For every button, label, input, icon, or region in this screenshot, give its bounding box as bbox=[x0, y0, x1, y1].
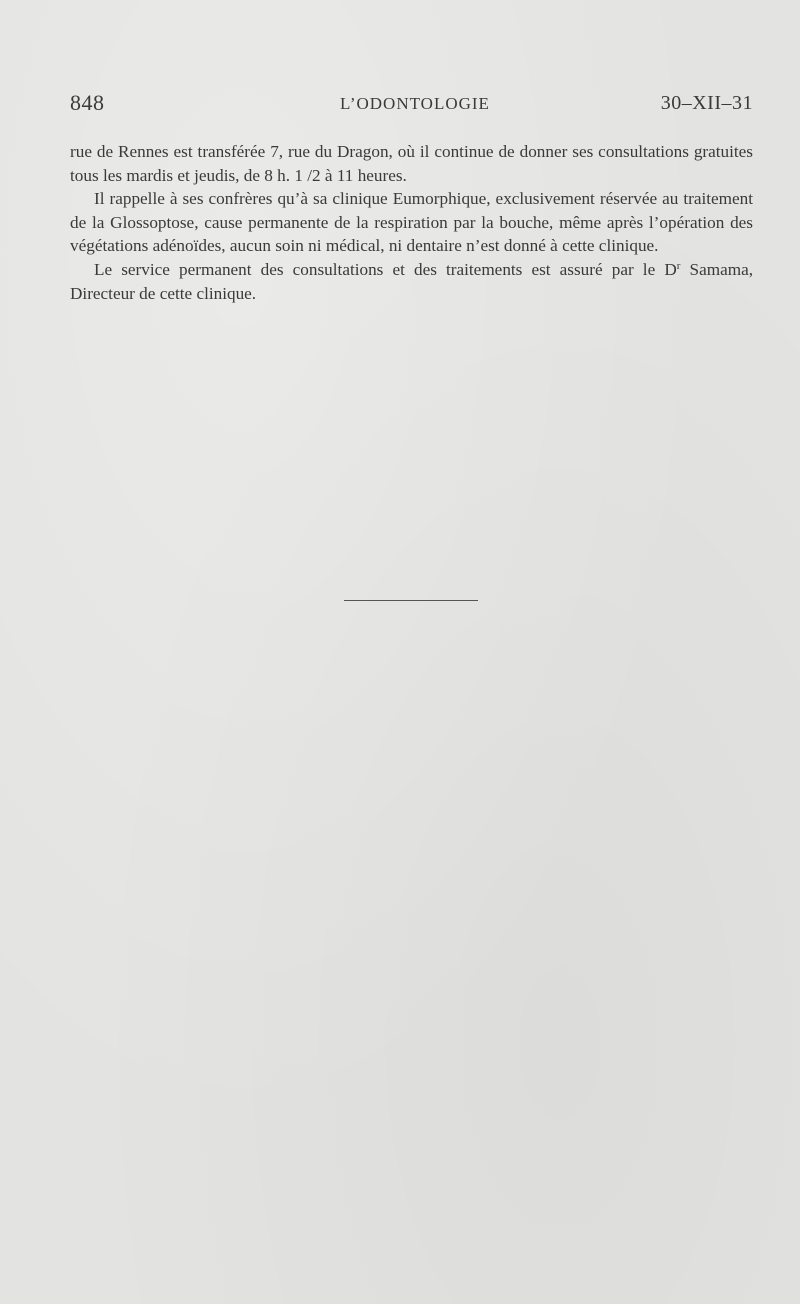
paragraph-3-start: Le service permanent des consultations et des traitements est assuré par le bbox=[94, 259, 656, 279]
article-body bbox=[70, 140, 753, 305]
journal-title: L’ODONTOLOGIE bbox=[340, 94, 490, 113]
paragraph-3-end: Samama, Directeur de cette clinique. bbox=[70, 259, 753, 303]
doctor-abbrev: D bbox=[664, 259, 677, 279]
paragraph-3 bbox=[70, 258, 753, 305]
doctor-abbrev-superscript: r bbox=[676, 259, 681, 272]
page-number: 848 bbox=[70, 90, 105, 115]
issue-date: 30–XII–31 bbox=[660, 92, 753, 114]
paragraph-2: Il rappelle à ses confrères qu’à sa clinique Eumorphique, exclusivement réservée au traitement de la Glossoptose, cause permanente de la respiration par la bouche, même après l’opération des végétations adénoïdes, aucun soin ni médical, ni dentaire n’est donné à cette clinique. bbox=[70, 189, 753, 256]
running-header bbox=[70, 90, 753, 118]
section-divider-rule bbox=[344, 600, 478, 601]
paragraph-1: rue de Rennes est transférée 7, rue du Dragon, où il continue de donner ses consultations gratuites tous les mardis et jeudis, de 8 h. 1 /2 à 11 heures. bbox=[70, 142, 753, 185]
